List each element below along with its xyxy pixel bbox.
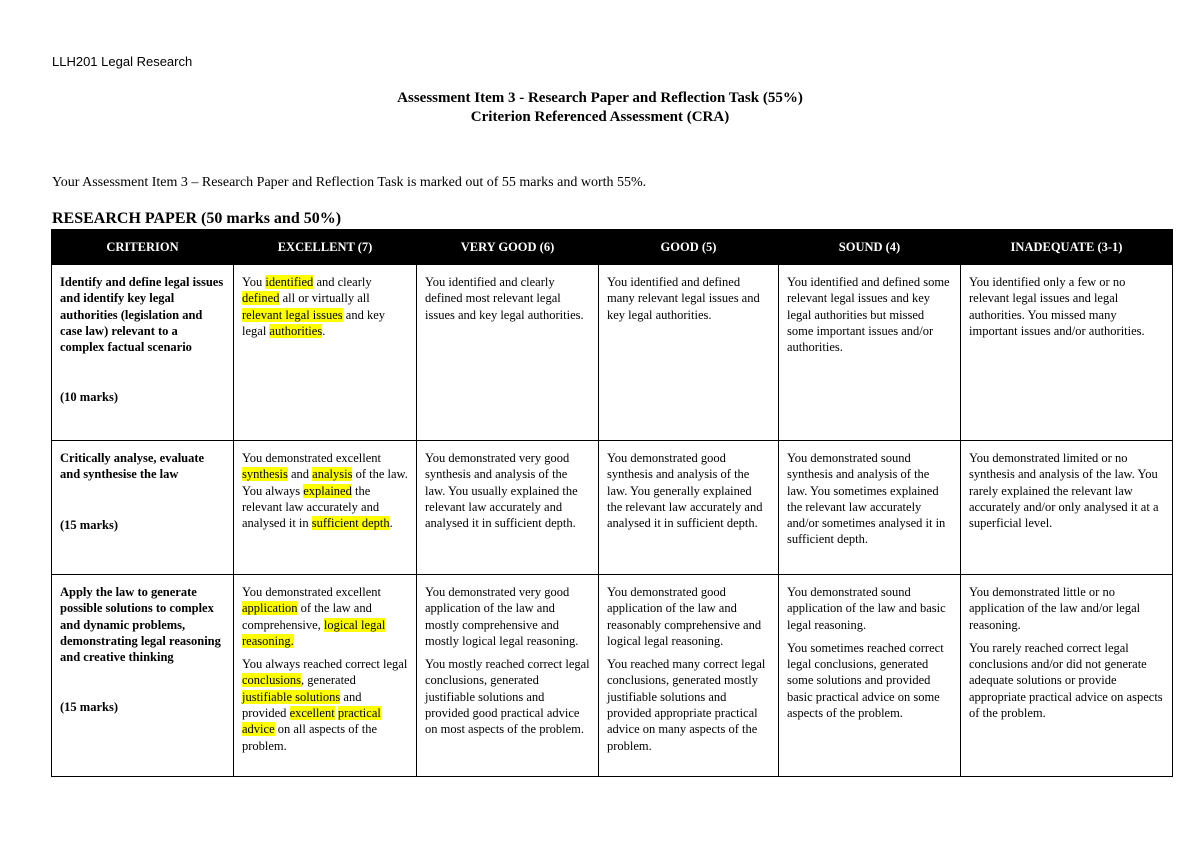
excellent-cell: [234, 265, 417, 441]
very-good-text: You identified and clearly defined most relevant legal issues and key legal authorities.: [425, 275, 584, 322]
column-header-excellent: EXCELLENT (7): [234, 230, 417, 265]
table-row: [52, 441, 1173, 575]
column-header-sound: SOUND (4): [779, 230, 961, 265]
inadequate-cell: [961, 441, 1173, 575]
sound-text-p2: You sometimes reached correct legal conclusions, generated some solutions and provided basic practical advice on some aspects of the problem.: [787, 640, 944, 721]
highlight: sufficient depth: [311, 516, 390, 531]
very-good-text-p2: You mostly reached correct legal conclusions, generated justifiable solutions and provided good practical advice on most aspects of the problem.: [425, 657, 590, 737]
criterion-cell: [52, 575, 234, 777]
excellent-text-p2: You always reached correct legal conclusions, generated justifiable solutions and provided excellent practical advice on all aspects of the problem.: [242, 657, 408, 753]
inadequate-text-p2: You rarely reached correct legal conclusions and/or did not generate adequate solutions or provide appropriate practical advice on aspects of the problem.: [969, 640, 1163, 721]
criterion-marks: (10 marks): [60, 390, 118, 405]
criterion-text: Apply the law to generate possible solutions to complex and dynamic problems, demonstrating legal reasoning and creative thinking: [60, 585, 221, 665]
sound-text: You demonstrated sound synthesis and analysis of the law. You sometimes explained the relevant law accurately and/or sometimes analysed it in sufficient depth.: [787, 451, 946, 547]
good-text: You demonstrated good synthesis and analysis of the law. You generally explained the relevant law accurately and analysed it in sufficient depth.: [607, 451, 763, 531]
highlight: application: [242, 601, 298, 616]
column-header-good: GOOD (5): [599, 230, 779, 265]
highlight: logical legal reasoning: [242, 617, 386, 648]
highlight: explained: [303, 483, 352, 498]
table-row: [52, 265, 1173, 441]
highlight: authorities: [269, 323, 323, 338]
table-header-row: [52, 230, 1173, 265]
highlight: practical advice: [242, 706, 381, 737]
criterion-cell: [52, 265, 234, 441]
excellent-text: You identified and clearly defined all or virtually all relevant legal issues and key legal authorities.: [242, 275, 386, 338]
table-row: [52, 575, 1173, 777]
highlight: analysis: [312, 467, 353, 482]
highlight: justifiable solutions: [242, 689, 341, 704]
intro-text: Your Assessment Item 3 – Research Paper and Reflection Task is marked out of 55 marks and worth 55%.: [52, 175, 647, 190]
highlight: excellent: [289, 706, 335, 721]
inadequate-text-p1: You demonstrated little or no application of the law and/or legal reasoning.: [969, 585, 1141, 632]
sound-text-p1: You demonstrated sound application of the law and basic legal reasoning.: [787, 585, 946, 632]
highlight: conclusions: [242, 673, 302, 688]
very-good-text-p1: You demonstrated very good application of the law and mostly comprehensive and mostly logical legal reasoning.: [425, 585, 579, 648]
inadequate-cell: [961, 575, 1173, 777]
good-text-p1: You demonstrated good application of the law and reasonably comprehensive and logical legal reasoning.: [607, 585, 762, 648]
inadequate-text: You demonstrated limited or no synthesis and analysis of the law. You rarely explained the relevant law accurately and/or only analysed it at a superficial level.: [969, 451, 1159, 531]
highlight: defined: [242, 291, 280, 306]
sound-text: You identified and defined some relevant legal issues and key legal authorities but missed some important issues and/or authorities.: [787, 275, 950, 355]
section-heading: RESEARCH PAPER (50 marks and 50%): [52, 210, 342, 227]
highlight: relevant legal issues: [242, 307, 343, 322]
criterion-text: Critically analyse, evaluate and synthesise the law: [60, 451, 205, 482]
good-cell: [599, 575, 779, 777]
highlight: synthesis: [242, 467, 288, 482]
criterion-text: Identify and define legal issues and identify key legal authorities (legislation and case law) relevant to a complex factual scenario: [60, 275, 224, 355]
criterion-marks: (15 marks): [60, 700, 118, 715]
criteria-table: [51, 229, 1173, 777]
very-good-text: You demonstrated very good synthesis and analysis of the law. You usually explained the relevant law accurately and analysed it in sufficient depth.: [425, 451, 578, 531]
sound-cell: [779, 441, 961, 575]
column-header-very-good: VERY GOOD (6): [417, 230, 599, 265]
good-text: You identified and defined many relevant legal issues and key legal authorities.: [607, 275, 760, 322]
document-title: Assessment Item 3 - Research Paper and Reflection Task (55%): [397, 90, 803, 106]
column-header-criterion: CRITERION: [52, 230, 234, 265]
very-good-cell: [417, 441, 599, 575]
inadequate-cell: [961, 265, 1173, 441]
excellent-text: You demonstrated excellent synthesis and analysis of the law. You always explained the relevant law accurately and analysed it in sufficient depth.: [242, 451, 408, 531]
good-cell: [599, 265, 779, 441]
sound-cell: [779, 265, 961, 441]
very-good-cell: [417, 575, 599, 777]
good-cell: [599, 441, 779, 575]
inadequate-text: You identified only a few or no relevant legal issues and legal authorities. You missed many important issues and/or authorities.: [969, 275, 1145, 338]
very-good-cell: [417, 265, 599, 441]
good-text-p2: You reached many correct legal conclusions, generated mostly justifiable solutions and provided appropriate practical advice on many aspects of the problem.: [607, 657, 766, 753]
criterion-cell: [52, 441, 234, 575]
excellent-cell: [234, 575, 417, 777]
document-header: LLH201 Legal Research: [52, 54, 193, 69]
column-header-inadequate: INADEQUATE (3-1): [961, 230, 1173, 265]
sound-cell: [779, 575, 961, 777]
excellent-text-p1: You demonstrated excellent application of the law and comprehensive, logical legal reasoning.: [242, 585, 386, 648]
criterion-marks: (15 marks): [60, 517, 118, 532]
document-subtitle: Criterion Referenced Assessment (CRA): [470, 109, 730, 125]
highlight: identified: [265, 275, 314, 289]
excellent-cell: [234, 441, 417, 575]
